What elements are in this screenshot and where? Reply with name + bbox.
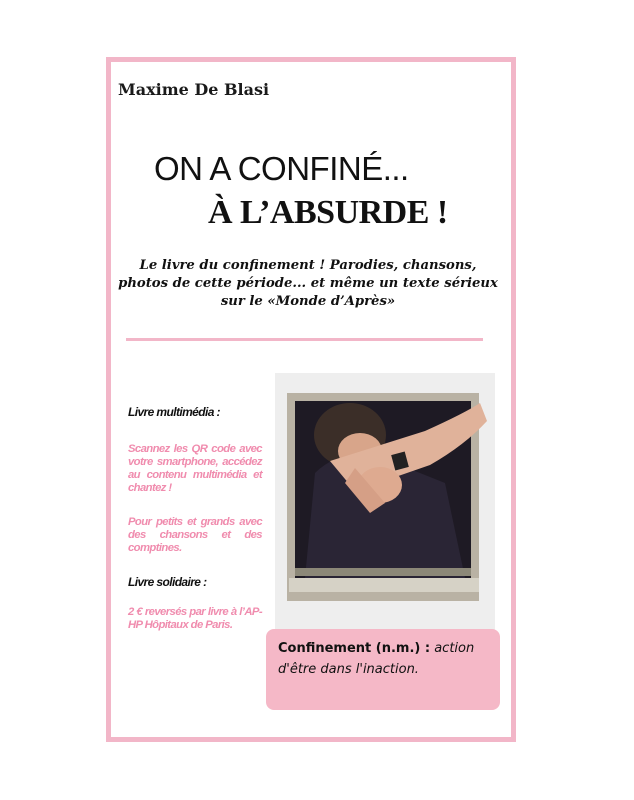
subtitle: Le livre du confinement ! Parodies, chansons, photos de cette période... et même un texte sérieux sur le «Monde d’Après» bbox=[118, 258, 498, 309]
definition-text: action d'être dans l'inaction. bbox=[278, 641, 475, 677]
author-name: Maxime De Blasi bbox=[118, 80, 270, 99]
heading-multimedia: Livre multimédia : bbox=[128, 405, 220, 419]
title-line-1: ON A CONFINÉ... bbox=[154, 150, 409, 187]
paragraph-audience: Pour petits et grands avec des chansons et des comptines. bbox=[128, 516, 262, 554]
definition-box bbox=[266, 629, 500, 710]
title-line-2: À L’ABSURDE ! bbox=[208, 194, 448, 231]
definition-term: Confinement (n.m.) : bbox=[278, 641, 431, 656]
cover-photo bbox=[275, 373, 495, 635]
man-in-window-photo bbox=[275, 373, 495, 635]
heading-solidarity: Livre solidaire : bbox=[128, 575, 207, 589]
divider-line bbox=[126, 338, 483, 341]
paragraph-qr: Scannez les QR code avec votre smartphone, accédez au contenu multimédia et chantez ! bbox=[128, 443, 262, 494]
paragraph-donation: 2 € reversés par livre à l’AP-HP Hôpitaux de Paris. bbox=[128, 606, 262, 631]
